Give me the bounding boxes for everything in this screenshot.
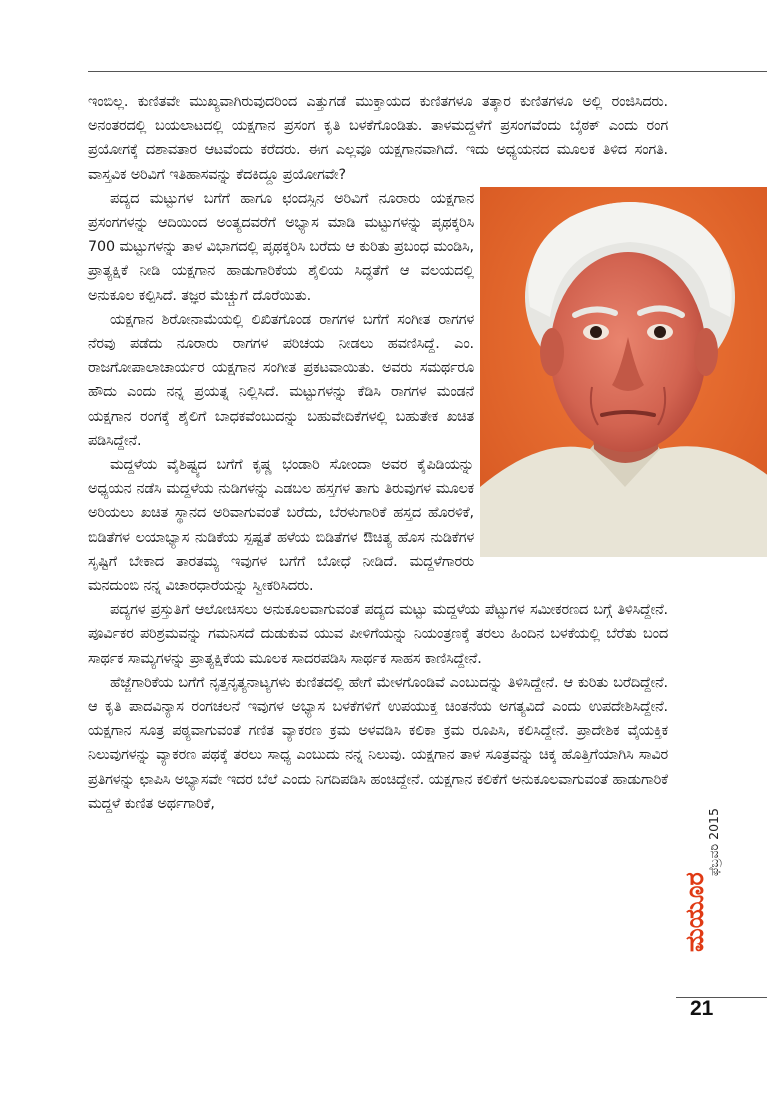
article-paragraph-2: ಪದ್ಯದ ಮಟ್ಟುಗಳ ಬಗೆಗೆ ಹಾಗೂ ಛಂದಸ್ಸಿನ ಅರಿವಿಗೆ ನೂರಾರು ಯಕ್ಷಗಾನ ಪ್ರಸಂಗಗಳನ್ನು ಆದಿಯಿಂದ ಅಂತ್ಯದವರೆಗೆ ಅಭ್ಯಾಸ ಮಾಡಿ ಮಟ್ಟುಗಳನ್ನು ಪೃಥಕ್ಕರಿಸಿ 700 ಮಟ್ಟುಗಳನ್ನು ತಾಳ ವಿಭಾಗದಲ್ಲಿ ಪೃಥಕ್ಕರಿಸಿ ಬರೆದು ಆ ಕುರಿತು ಪ್ರಬಂಧ ಮಂಡಿಸಿ, ಪ್ರಾತ್ಯಕ್ಷಿಕೆ ನೀಡಿ ಯಕ್ಷಗಾನ ಹಾಡುಗಾರಿಕೆಯ ಶೈಲಿಯ ಸಿದ್ಧತೆಗೆ ಆ ವಲಯದಲ್ಲಿ ಅನುಕೂಲ ಕಲ್ಪಿಸಿದೆ. ತಜ್ಞರ ಮೆಚ್ಚುಗೆ ದೊರೆಯಿತು. xyxy=(88,190,474,304)
article-paragraph-3: ಯಕ್ಷಗಾನ ಶಿರೋನಾಮೆಯಲ್ಲಿ ಲಿಖಿತಗೊಂಡ ರಾಗಗಳ ಬಗೆಗೆ ಸಂಗೀತ ರಾಗಗಳ ನೆರವು ಪಡೆದು ನೂರಾರು ರಾಗಗಳ ಪರಿಚಯ ನೀಡಲು ಹವಣಿಸಿದ್ದೆ. ಎಂ. ರಾಜಗೋಪಾಲಾಚಾರ್ಯರ ಯಕ್ಷಗಾನ ಸಂಗೀತ ಪ್ರಕಟವಾಯಿತು. ಅವರು ಸಮರ್ಥರೂ ಹೌದು ಎಂದು ನನ್ನ ಪ್ರಯತ್ನ ನಿಲ್ಲಿಸಿದೆ. ಮಟ್ಟುಗಳನ್ನು ಕೆಡಿಸಿ ರಾಗಗಳ ಮಂಡನೆ ಯಕ್ಷಗಾನ ರಂಗಕ್ಕೆ ಶೈಲಿಗೆ ಬಾಧಕವೆಂಬುದನ್ನು ಬಹುವೇದಿಕೆಗಳಲ್ಲಿ ಬಹುತೇಕ ಖಚಿತ ಪಡಿಸಿದ್ದೇನೆ. xyxy=(88,311,474,449)
article-paragraph-4: ಮದ್ದಳೆಯ ವೈಶಿಷ್ಟ್ಯದ ಬಗೆಗೆ ಕೃಷ್ಣ ಭಂಡಾರಿ ಸೋಂದಾ ಅವರ ಕೈಪಿಡಿಯನ್ನು ಅಧ್ಯಯನ ನಡೆಸಿ ಮದ್ದಳೆಯ ನುಡಿಗಳನ್ನು ಎಡಬಲ ಹಸ್ತಗಳ ತಾಗು ತಿರುವುಗಳ ಮೂಲಕ ಅರಿಯಲು ಖಚಿತ ಸ್ಥಾನದ ಅರಿವಾಗುವಂತೆ ಬರೆದು, ಬೆರಳುಗಾರಿಕೆ ಹಸ್ತದ ಹೊರಳಿಕೆ, ಬಿಡಿತೆಗಳ ಲಯಾಭ್ಯಾಸ ನುಡಿಕೆಯ ಸ್ಪಷ್ಟತೆ ಹಳೆಯ ಬಿಡಿತೆಗಳ ಔಚಿತ್ಯ ಹೊಸ ನುಡಿಕೆಗಳ ಸೃಷ್ಟಿಗೆ ಬೇಕಾದ ತಾರತಮ್ಯ ಇವುಗಳ ಬಗೆಗೆ ಬೋಧೆ ನೀಡಿದೆ. ಮದ್ದಳೆಗಾರರು ಮನದುಂಬಿ ನನ್ನ ವಿಚಾರಧಾರೆಯನ್ನು ಸ್ವೀಕರಿಸಿದರು. xyxy=(88,457,474,595)
issue-date: ಫೆಬ್ರವರಿ 2015 xyxy=(706,808,721,876)
page-number: 21 xyxy=(690,997,714,1020)
article-paragraph-5: ಪದ್ಯಗಳ ಪ್ರಸ್ತುತಿಗೆ ಆಲೋಚಿಸಲು ಅನುಕೂಲವಾಗುವಂತೆ ಪದ್ಯದ ಮಟ್ಟು ಮದ್ದಳೆಯ ಪೆಟ್ಟುಗಳ ಸಮೀಕರಣದ ಬಗ್ಗೆ ತಿಳಿಸಿದ್ದೇನೆ. ಪೂರ್ವಿಕರ ಪರಿಶ್ರಮವನ್ನು ಗಮನಿಸದೆ ದುಡುಕುವ ಯುವ ಪೀಳಿಗೆಯನ್ನು ನಿಯಂತ್ರಣಕ್ಕೆ ತರಲು ಹಿಂದಿನ ಬಳಕೆಯಲ್ಲಿ ಬೆರೆತು ಬಂದ ಸಾರ್ಥಕ ಸಾಮ್ಯಗಳನ್ನು ಪ್ರಾತ್ಯಕ್ಷಿಕೆಯ ಮೂಲಕ ಸಾದರಪಡಿಸಿ ಸಾರ್ಥಕ ಸಾಹಸ ಕಾಣಿಸಿದ್ದೇನೆ. xyxy=(88,602,668,667)
header-rule xyxy=(88,71,767,72)
magazine-masthead: ಮಯೂರ xyxy=(680,872,709,952)
article-body xyxy=(88,90,668,816)
portrait-photo xyxy=(480,187,767,557)
side-masthead-strip xyxy=(676,780,722,980)
article-paragraph-1: ಇಂಬಿಲ್ಲ. ಕುಣಿತವೇ ಮುಖ್ಯವಾಗಿರುವುದರಿಂದ ಎತ್ತುಗಡೆ ಮುಕ್ತಾಯದ ಕುಣಿತಗಳೂ ತತ್ಕಾರ ಕುಣಿತಗಳೂ ಅಲ್ಲಿ ರಂಜಿಸಿದರು. ಅನಂತರದಲ್ಲಿ ಬಯಲಾಟದಲ್ಲಿ ಯಕ್ಷಗಾನ ಪ್ರಸಂಗ ಕೃತಿ ಬಳಕೆಗೊಂಡಿತು. ತಾಳಮದ್ದಳೆಗೆ ಪ್ರಸಂಗವೆಂದು ಬೈಠಕ್ ಎಂದು ರಂಗ ಪ್ರಯೋಗಕ್ಕೆ ದಶಾವತಾರ ಆಟವೆಂದು ಕರೆದರು. ಈಗ ಎಲ್ಲವೂ ಯಕ್ಷಗಾನವಾಗಿದೆ. ಇದು ಅಧ್ಯಯನದ ಮೂಲಕ ತಿಳಿದ ಸಂಗತಿ. ವಾಸ್ತವಿಕ ಅರಿವಿಗೆ ಇತಿಹಾಸವನ್ನು ಕೆದಕಿದ್ದೂ ಪ್ರಯೋಗವೇ? xyxy=(88,94,668,183)
article-paragraph-6: ಹೆಜ್ಜೆಗಾರಿಕೆಯ ಬಗೆಗೆ ನೃತ್ತನೃತ್ಯನಾಟ್ಯಗಳು ಕುಣಿತದಲ್ಲಿ ಹೇಗೆ ಮೇಳಗೊಂಡಿವೆ ಎಂಬುದನ್ನು ತಿಳಿಸಿದ್ದೇನೆ. ಆ ಕುರಿತು ಬರೆದಿದ್ದೇನೆ. ಆ ಕೃತಿ ಪಾದವಿನ್ಯಾಸ ರಂಗಚಲನೆ ಇವುಗಳ ಅಭ್ಯಾಸ ಬಳಕೆಗಳಿಗೆ ಉಪಯುಕ್ತ ಚಿಂತನೆಯ ಅಗತ್ಯವಿದೆ ಎಂದು ಉಪದೇಶಿಸಿದ್ದೇನೆ. ಯಕ್ಷಗಾನ ಸೂತ್ರ ಪಠ್ಯವಾಗುವಂತೆ ಗಣಿತ ವ್ಯಾಕರಣ ಕ್ರಮ ಅಳವಡಿಸಿ ಕಲಿಕಾ ಕ್ರಮ ರೂಪಿಸಿ, ಕಲಿಸಿದ್ದೇನೆ. ಪ್ರಾದೇಶಿಕ ವೈಯಕ್ತಿಕ ನಿಲುವುಗಳನ್ನು ವ್ಯಾಕರಣ ಪಥಕ್ಕೆ ತರಲು ಸಾಧ್ಯ ಎಂಬುದು ನನ್ನ ನಿಲುವು. ಯಕ್ಷಗಾನ ತಾಳ ಸೂತ್ರವನ್ನು ಚಿಕ್ಕ ಹೊತ್ತಿಗೆಯಾಗಿಸಿ ಸಾವಿರ ಪ್ರತಿಗಳನ್ನು ಛಾಪಿಸಿ ಅಭ್ಯಾಸವೇ ಇದರ ಬೆಲೆ ಎಂದು ನಿಗದಿಪಡಿಸಿ ಹಂಚಿದ್ದೇನೆ. ಯಕ್ಷಗಾನ ಕಲಿಕೆಗೆ ಅನುಕೂಲವಾಗುವಂತೆ ಹಾಡುಗಾರಿಕೆ ಮದ್ದಳೆ ಕುಣಿತ ಅರ್ಥಗಾರಿಕೆ, xyxy=(88,674,668,812)
